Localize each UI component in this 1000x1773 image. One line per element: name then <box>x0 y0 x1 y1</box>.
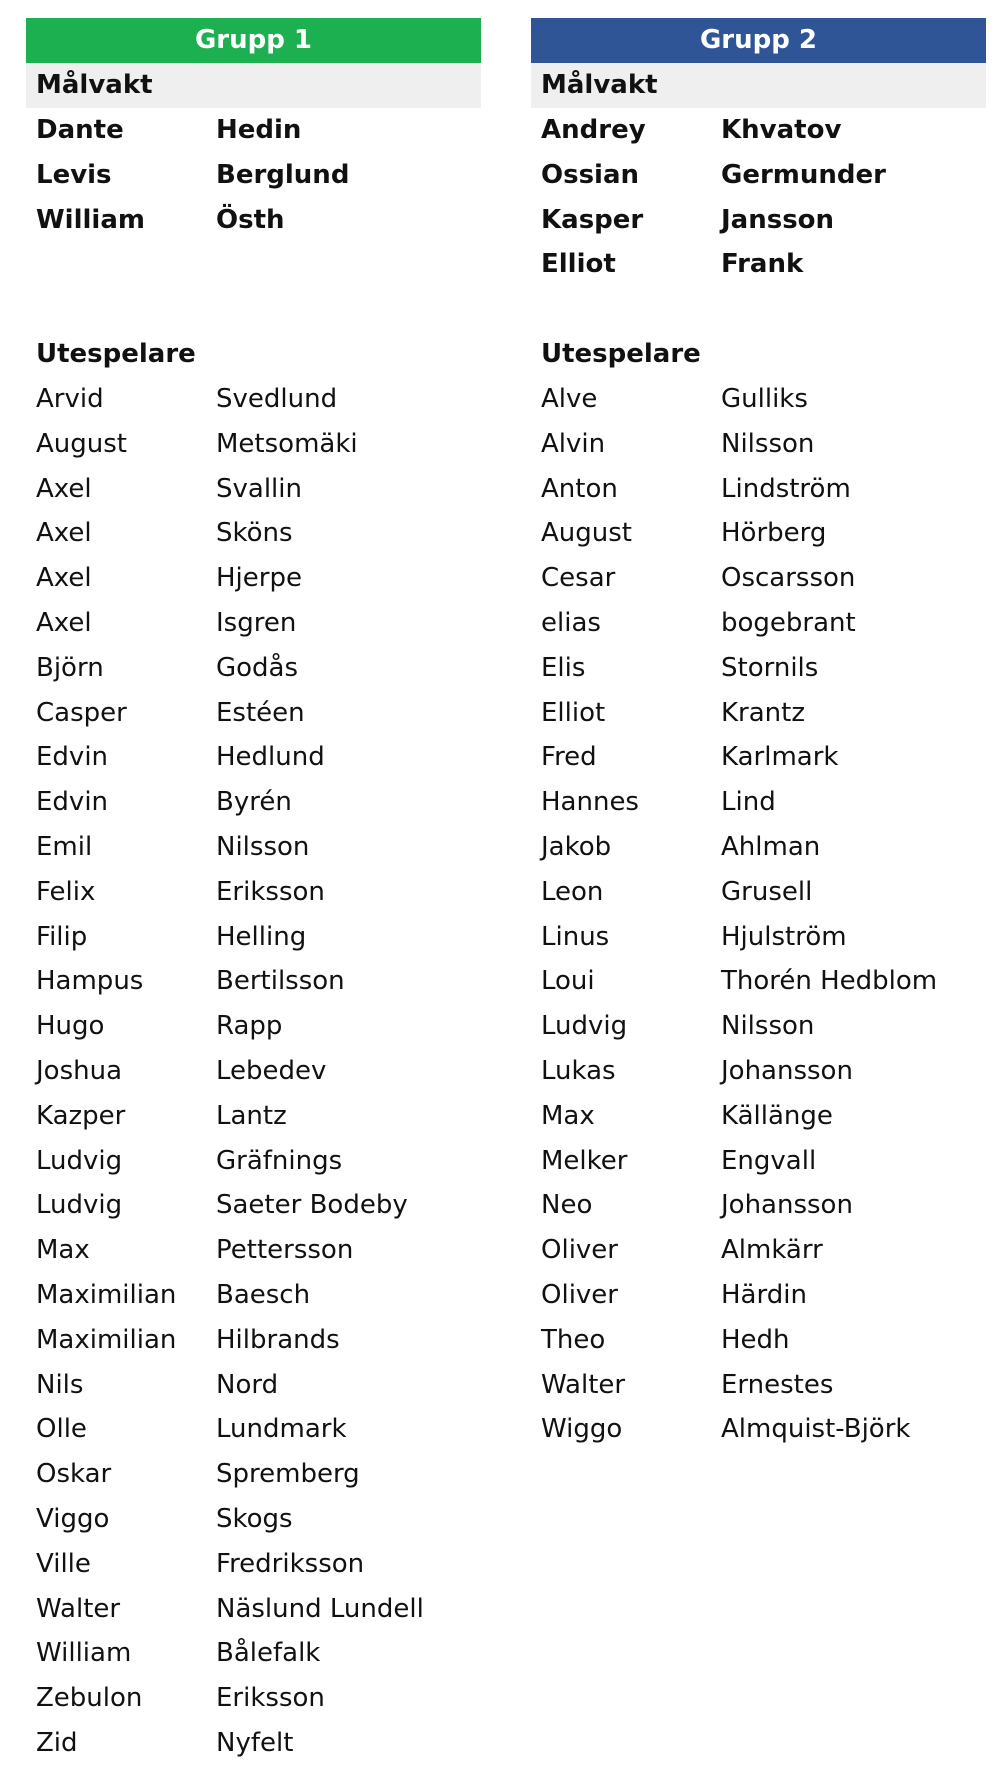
player-row <box>26 1049 481 1094</box>
last-name: Svallin <box>216 473 302 504</box>
player-row <box>26 959 481 1004</box>
last-name: Bertilsson <box>216 966 345 997</box>
last-name: Godås <box>216 652 299 683</box>
goalkeeper-row <box>26 198 481 243</box>
last-name: Eriksson <box>216 876 325 907</box>
player-row <box>531 1273 986 1318</box>
first-name: Axel <box>36 563 92 594</box>
last-name: Ahlman <box>721 831 821 862</box>
last-name: Nyfelt <box>216 1727 294 1758</box>
first-name: Axel <box>36 473 92 504</box>
player-row <box>531 1363 986 1408</box>
first-name: Ville <box>36 1548 91 1579</box>
goalkeeper-row <box>531 108 986 153</box>
goalkeeper-row <box>531 242 986 287</box>
player-row <box>26 780 481 825</box>
last-name: Källänge <box>721 1100 833 1131</box>
goalkeeper-section-title: Målvakt <box>26 63 481 108</box>
first-name: Kazper <box>36 1100 126 1131</box>
last-name: Metsomäki <box>216 428 358 459</box>
first-name: Ludvig <box>36 1145 123 1176</box>
last-name: bogebrant <box>721 607 856 638</box>
first-name: Hampus <box>36 966 144 997</box>
outfield-section-title: Utespelare <box>541 338 701 369</box>
last-name: Saeter Bodeby <box>216 1190 408 1221</box>
first-name: Alve <box>541 383 598 414</box>
player-row <box>26 1452 481 1497</box>
last-name: Gräfnings <box>216 1145 343 1176</box>
player-row <box>26 825 481 870</box>
player-row <box>26 1542 481 1587</box>
last-name: Almquist-Björk <box>721 1414 911 1445</box>
first-name: Leon <box>541 876 604 907</box>
first-name: Elliot <box>541 249 616 280</box>
first-name: Melker <box>541 1145 628 1176</box>
player-row <box>531 1183 986 1228</box>
first-name: Max <box>36 1235 90 1266</box>
first-name: Loui <box>541 966 595 997</box>
first-name: elias <box>541 607 601 638</box>
first-name: Jakob <box>541 831 612 862</box>
first-name: Elliot <box>541 697 606 728</box>
first-name: Felix <box>36 876 96 907</box>
player-row <box>531 377 986 422</box>
first-name: Zid <box>36 1727 78 1758</box>
last-name: Karlmark <box>721 742 839 773</box>
goalkeeper-section-title: Målvakt <box>531 63 986 108</box>
player-row <box>26 1676 481 1721</box>
last-name: Estéen <box>216 697 305 728</box>
last-name: Härdin <box>721 1279 807 1310</box>
last-name: Thorén Hedblom <box>721 966 938 997</box>
first-name: Viggo <box>36 1503 110 1534</box>
player-row <box>26 646 481 691</box>
first-name: Theo <box>541 1324 606 1355</box>
first-name: Wiggo <box>541 1414 623 1445</box>
player-row <box>26 1497 481 1542</box>
first-name: Lukas <box>541 1055 616 1086</box>
player-row <box>26 422 481 467</box>
player-row <box>531 601 986 646</box>
first-name: Emil <box>36 831 93 862</box>
last-name: Berglund <box>216 159 350 190</box>
first-name: Maximilian <box>36 1279 177 1310</box>
player-row <box>26 511 481 556</box>
last-name: Grusell <box>721 876 813 907</box>
last-name: Byrén <box>216 787 292 818</box>
last-name: Krantz <box>721 697 805 728</box>
first-name: Walter <box>541 1369 626 1400</box>
last-name: Nilsson <box>216 831 310 862</box>
player-row <box>531 1049 986 1094</box>
first-name: William <box>36 204 145 235</box>
last-name: Hilbrands <box>216 1324 340 1355</box>
last-name: Baesch <box>216 1279 311 1310</box>
player-row <box>26 735 481 780</box>
player-row <box>26 1228 481 1273</box>
player-row <box>26 1273 481 1318</box>
player-row <box>531 825 986 870</box>
player-row <box>26 915 481 960</box>
player-row <box>26 1631 481 1676</box>
first-name: Olle <box>36 1414 87 1445</box>
last-name: Lindström <box>721 473 851 504</box>
goalkeeper-row <box>531 153 986 198</box>
player-row <box>26 467 481 512</box>
player-row <box>26 1094 481 1139</box>
player-row <box>531 646 986 691</box>
first-name: Oliver <box>541 1235 618 1266</box>
outfield-section-title: Utespelare <box>36 338 196 369</box>
player-row <box>531 735 986 780</box>
first-name: Zebulon <box>36 1683 143 1714</box>
player-row <box>26 1363 481 1408</box>
outfield-list <box>531 377 986 1452</box>
goalkeeper-row <box>26 108 481 153</box>
first-name: Kasper <box>541 204 644 235</box>
last-name: Lind <box>721 787 776 818</box>
last-name: Stornils <box>721 652 819 683</box>
last-name: Hörberg <box>721 518 827 549</box>
last-name: Näslund Lundell <box>216 1593 424 1624</box>
player-row <box>26 1318 481 1363</box>
last-name: Lebedev <box>216 1055 327 1086</box>
player-row <box>531 1004 986 1049</box>
last-name: Östh <box>216 204 285 235</box>
player-row <box>531 1094 986 1139</box>
player-row <box>26 1407 481 1452</box>
player-row <box>531 870 986 915</box>
player-row <box>531 1228 986 1273</box>
player-row <box>26 1183 481 1228</box>
last-name: Nilsson <box>721 428 815 459</box>
group-2-table <box>531 18 986 1452</box>
last-name: Hedin <box>216 115 302 145</box>
first-name: Ossian <box>541 159 640 190</box>
last-name: Nord <box>216 1369 279 1400</box>
first-name: William <box>36 1638 132 1669</box>
player-row <box>26 870 481 915</box>
player-row <box>26 556 481 601</box>
first-name: Axel <box>36 518 92 549</box>
player-row <box>531 511 986 556</box>
last-name: Germunder <box>721 159 886 190</box>
player-row <box>531 556 986 601</box>
first-name: August <box>36 428 127 459</box>
last-name: Johansson <box>721 1190 853 1221</box>
last-name: Khvatov <box>721 115 842 145</box>
player-row <box>26 1587 481 1632</box>
first-name: Maximilian <box>36 1324 177 1355</box>
first-name: Edvin <box>36 787 109 818</box>
group-header: Grupp 1 <box>26 18 481 63</box>
player-row <box>531 1139 986 1184</box>
goalkeeper-row <box>531 198 986 243</box>
player-row <box>26 601 481 646</box>
last-name: Rapp <box>216 1011 283 1042</box>
last-name: Frank <box>721 249 804 280</box>
last-name: Spremberg <box>216 1459 360 1490</box>
last-name: Hedlund <box>216 742 325 773</box>
outfield-list <box>26 377 481 1766</box>
first-name: Hannes <box>541 787 639 818</box>
player-row <box>26 1721 481 1766</box>
first-name: August <box>541 518 632 549</box>
last-name: Engvall <box>721 1145 817 1176</box>
last-name: Ernestes <box>721 1369 834 1400</box>
goalkeeper-row <box>26 153 481 198</box>
first-name: Björn <box>36 652 104 683</box>
player-row <box>26 1004 481 1049</box>
first-name: Edvin <box>36 742 109 773</box>
first-name: Neo <box>541 1190 593 1221</box>
first-name: Filip <box>36 921 88 952</box>
first-name: Cesar <box>541 563 616 594</box>
player-row <box>531 959 986 1004</box>
first-name: Joshua <box>36 1055 123 1086</box>
player-row <box>26 377 481 422</box>
first-name: Andrey <box>541 115 646 145</box>
last-name: Nilsson <box>721 1011 815 1042</box>
first-name: Anton <box>541 473 618 504</box>
goalkeeper-list <box>26 108 481 242</box>
first-name: Fred <box>541 742 597 773</box>
player-row <box>531 691 986 736</box>
goalkeeper-list <box>531 108 986 287</box>
last-name: Gulliks <box>721 383 808 414</box>
last-name: Jansson <box>721 204 835 235</box>
last-name: Eriksson <box>216 1683 325 1714</box>
last-name: Almkärr <box>721 1235 823 1266</box>
first-name: Ludvig <box>36 1190 123 1221</box>
first-name: Levis <box>36 159 112 190</box>
last-name: Isgren <box>216 607 297 638</box>
gk-padding <box>26 242 481 287</box>
player-row <box>531 780 986 825</box>
first-name: Hugo <box>36 1011 105 1042</box>
first-name: Oskar <box>36 1459 112 1490</box>
last-name: Lantz <box>216 1100 287 1131</box>
last-name: Oscarsson <box>721 563 856 594</box>
first-name: Max <box>541 1100 595 1131</box>
last-name: Hjulström <box>721 921 847 952</box>
group-header: Grupp 2 <box>531 18 986 63</box>
player-row <box>531 915 986 960</box>
player-row <box>531 467 986 512</box>
last-name: Bålefalk <box>216 1638 321 1669</box>
player-row <box>26 1139 481 1184</box>
first-name: Arvid <box>36 383 104 414</box>
first-name: Dante <box>36 115 124 145</box>
last-name: Johansson <box>721 1055 853 1086</box>
first-name: Nils <box>36 1369 84 1400</box>
player-row <box>531 422 986 467</box>
last-name: Lundmark <box>216 1414 347 1445</box>
first-name: Oliver <box>541 1279 618 1310</box>
group-1-table <box>26 18 481 1766</box>
first-name: Casper <box>36 697 127 728</box>
player-row <box>26 691 481 736</box>
last-name: Fredriksson <box>216 1548 365 1579</box>
first-name: Linus <box>541 921 610 952</box>
first-name: Elis <box>541 652 586 683</box>
last-name: Sköns <box>216 518 293 549</box>
first-name: Axel <box>36 607 92 638</box>
last-name: Hedh <box>721 1324 790 1355</box>
last-name: Helling <box>216 921 307 952</box>
first-name: Walter <box>36 1593 121 1624</box>
last-name: Pettersson <box>216 1235 354 1266</box>
last-name: Svedlund <box>216 383 338 414</box>
first-name: Ludvig <box>541 1011 628 1042</box>
first-name: Alvin <box>541 428 606 459</box>
last-name: Hjerpe <box>216 563 302 594</box>
last-name: Skogs <box>216 1503 293 1534</box>
player-row <box>531 1407 986 1452</box>
player-row <box>531 1318 986 1363</box>
